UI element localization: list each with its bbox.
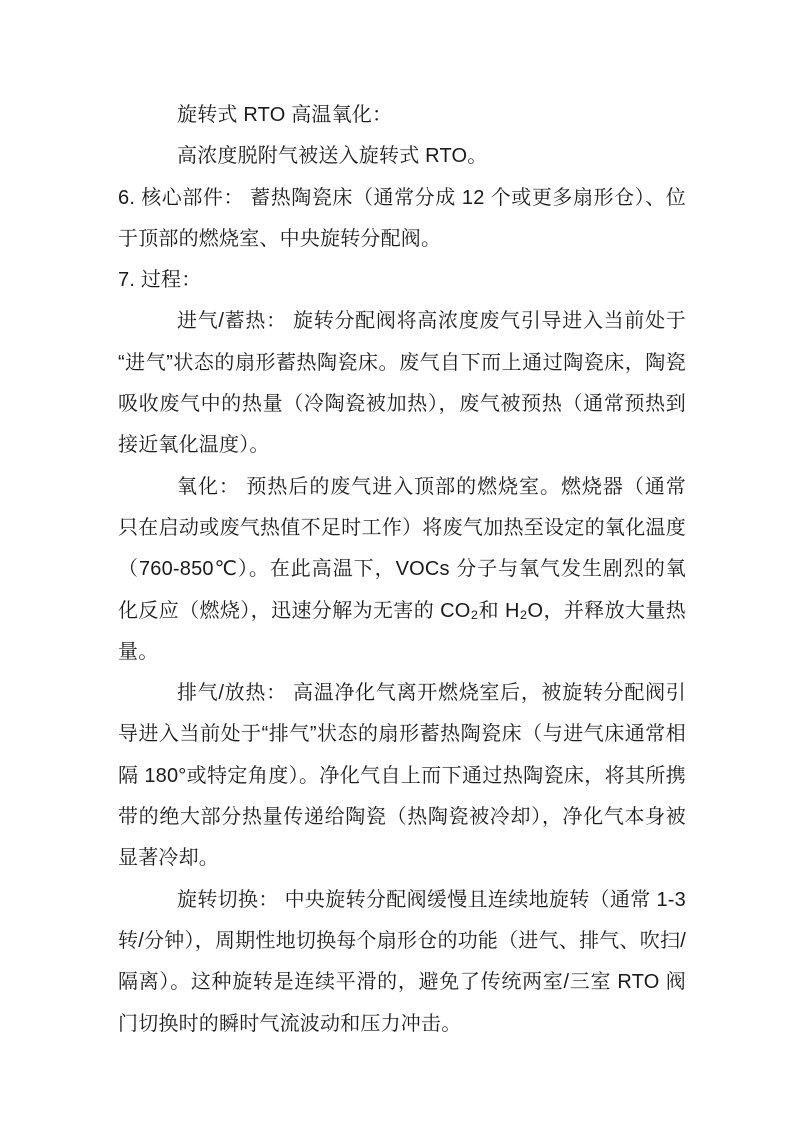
paragraph-intake-heat-storage: 进气/蓄热： 旋转分配阀将高浓度废气引导进入当前处于“进气”状态的扇形蓄热陶瓷床。废气自下而上通过陶瓷床，陶瓷吸收废气中的热量（冷陶瓷被加热），废气被预热（通常预热到接近氧化温度）。 — [118, 310, 686, 457]
paragraph-oxidation-step: 氧化： 预热后的废气进入顶部的燃烧室。燃烧器（通常只在启动或废气热值不足时工作）将废气加热至设定的氧化温度（760-850℃）。在此高温下，VOCs 分子与氧气发生剧烈的氧化反应（燃烧），迅速分解为无害的 CO₂和 H₂O，并释放大量热量。 — [118, 475, 686, 663]
paragraph-rotary-switching: 旋转切换： 中央旋转分配阀缓慢且连续地旋转（通常 1-3 转/分钟），周期性地切换每个扇形仓的功能（进气、排气、吹扫/隔离）。这种旋转是连续平滑的，避免了传统两室/三室 RTO 阀门切换时的瞬时气流波动和压力冲击。 — [118, 888, 686, 1035]
paragraph-desorption-gas: 高浓度脱附气被送入旋转式 RTO。 — [177, 145, 488, 168]
paragraph-exhaust-heat-release: 排气/放热： 高温净化气离开燃烧室后，被旋转分配阀引导进入当前处于“排气”状态的扇形蓄热陶瓷床（与进气床通常相隔 180°或特定角度）。净化气自上而下通过热陶瓷床，将其所携带的绝大部分热量传递给陶瓷（热陶瓷被冷却），净化气本身被显著冷却。 — [118, 682, 686, 870]
paragraph-item-7-process: 7. 过程： — [118, 269, 202, 292]
paragraph-rto-oxidation-heading: 旋转式 RTO 高温氧化： — [177, 104, 393, 126]
paragraph-item-6-core-components: 6. 核心部件： 蓄热陶瓷床（通常分成 12 个或更多扇形仓）、位于顶部的燃烧室、中央旋转分配阀。 — [118, 186, 686, 250]
document-body — [118, 95, 686, 1045]
